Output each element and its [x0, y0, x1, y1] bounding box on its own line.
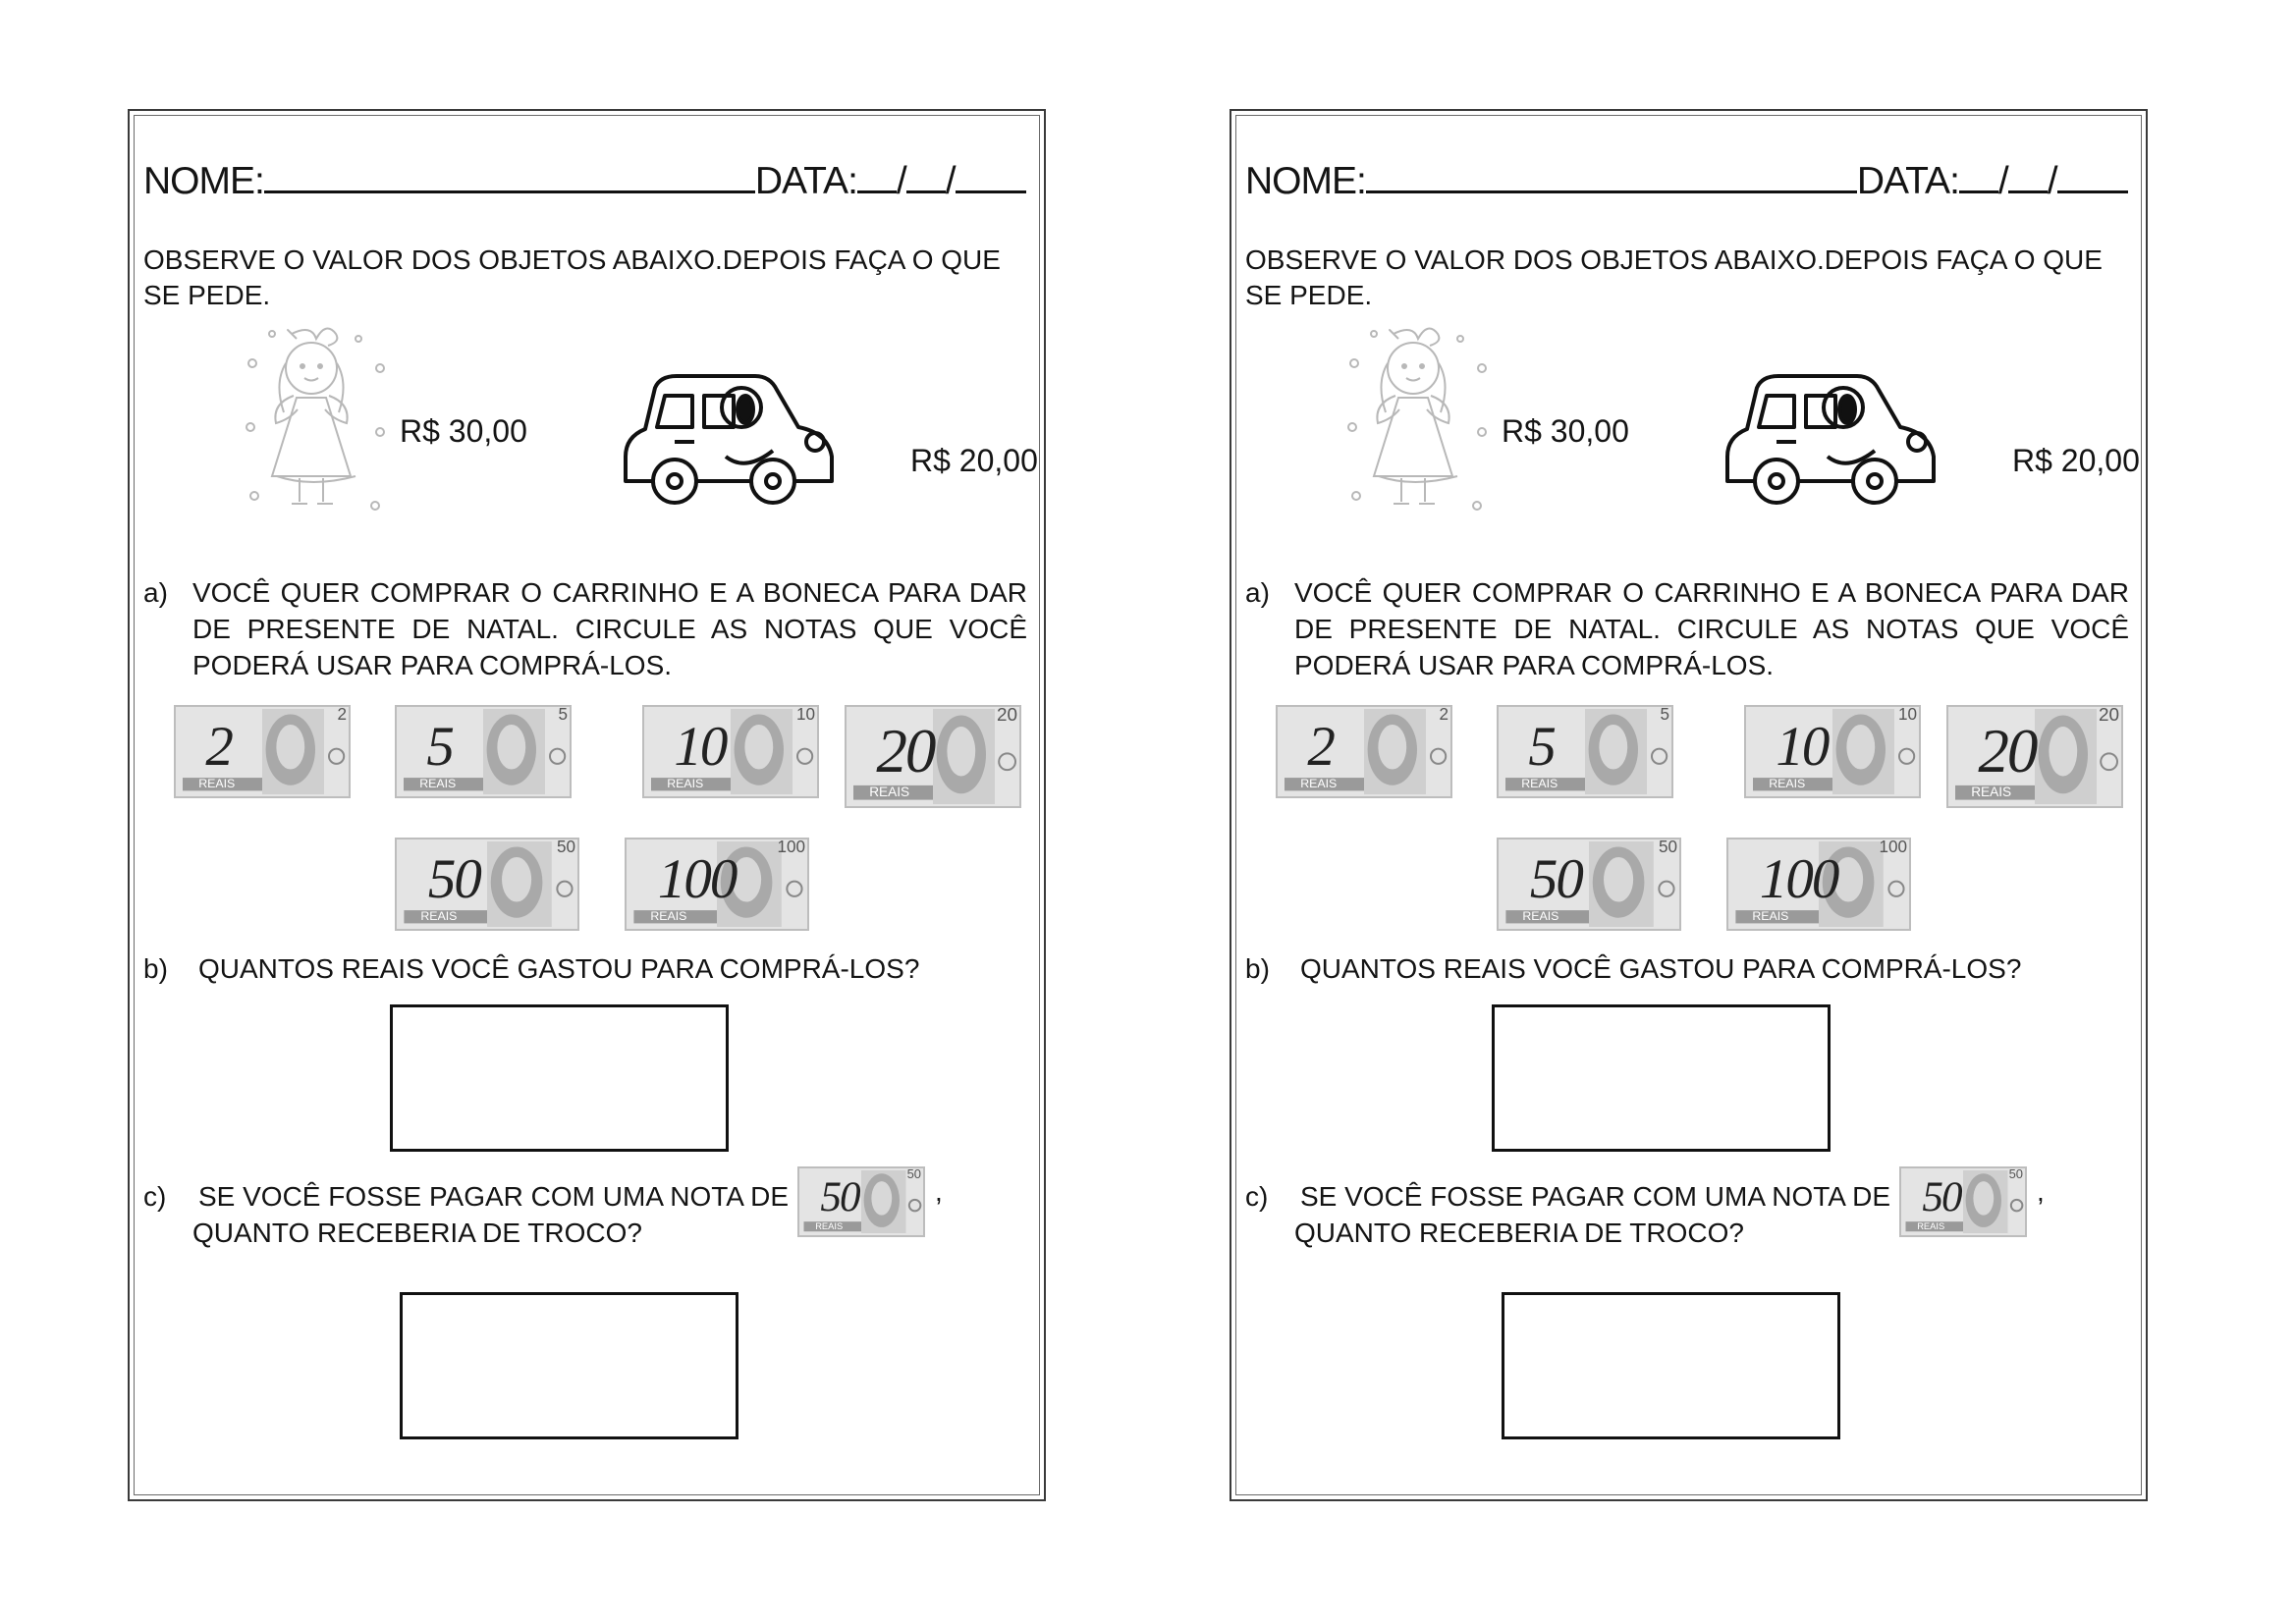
banknote-label: REAIS: [1769, 777, 1806, 791]
banknote-label: REAIS: [667, 777, 704, 791]
banknote-label: REAIS: [420, 909, 458, 924]
question-a-marker: a): [1245, 577, 1270, 608]
banknote-50-reais[interactable]: [395, 838, 579, 936]
banknote-value: 10: [674, 715, 727, 778]
banknote-5-reais[interactable]: [395, 705, 572, 803]
date-separator: /: [896, 160, 906, 202]
question-b-marker: b): [1245, 953, 1270, 984]
doll-price: R$ 30,00: [400, 413, 527, 449]
question-a-line: DE PRESENTE DE NATAL. CIRCULE AS NOTAS QUE VOCÊ: [1294, 614, 2129, 644]
banknote-corner-value: 50: [556, 838, 575, 856]
banknote-label: REAIS: [419, 777, 457, 791]
banknote-corner-value: 10: [1897, 705, 1917, 724]
name-date-line: [143, 160, 1026, 203]
date-separator: /: [1997, 160, 2008, 202]
banknote-value: 5: [426, 715, 453, 778]
name-date-line: [1245, 160, 2128, 203]
answer-box-b[interactable]: [1492, 1004, 1831, 1152]
date-month-field[interactable]: [2008, 161, 2048, 193]
banknote-50-reais-small: [797, 1166, 925, 1242]
doll-illustration: [243, 319, 390, 525]
banknote-label: REAIS: [869, 784, 910, 799]
banknote-value: 2: [1307, 715, 1334, 778]
banknote-value: 100: [1759, 847, 1838, 910]
banknote-corner-value: 5: [558, 705, 568, 724]
date-year-field[interactable]: [956, 161, 1026, 193]
banknote-label: REAIS: [1971, 784, 2012, 799]
question-a-marker: a): [143, 577, 168, 608]
question-a-line: PODERÁ USAR PARA COMPRÁ-LOS.: [1294, 650, 1775, 680]
car-price: R$ 20,00: [910, 443, 1038, 478]
banknote-100-reais[interactable]: [1726, 838, 1911, 936]
banknote-corner-value: 50: [1658, 838, 1677, 856]
question-c-line-1: SE VOCÊ FOSSE PAGAR COM UMA NOTA DE: [198, 1181, 790, 1212]
name-field[interactable]: [264, 161, 755, 193]
question-c-line-2: QUANTO RECEBERIA DE TROCO?: [192, 1218, 642, 1248]
answer-box-c[interactable]: [400, 1292, 738, 1439]
banknote-20-reais[interactable]: [845, 705, 1021, 813]
banknote-value: 50: [1529, 847, 1582, 910]
date-separator: /: [945, 160, 956, 202]
banknote-50-reais-small: [1899, 1166, 2027, 1242]
banknote-corner-value: 2: [1439, 705, 1449, 724]
car-price: R$ 20,00: [2012, 443, 2140, 478]
question-a-text: [1294, 574, 2129, 683]
banknote-value: 100: [657, 847, 737, 910]
question-b-text: QUANTOS REAIS VOCÊ GASTOU PARA COMPRÁ-LOS?: [198, 953, 920, 984]
doll-illustration: [1344, 319, 1492, 525]
banknote-corner-value: 20: [2098, 705, 2119, 726]
name-field[interactable]: [1366, 161, 1857, 193]
banknote-corner-value: 50: [906, 1166, 921, 1181]
banknote-corner-value: 2: [337, 705, 347, 724]
answer-box-c[interactable]: [1502, 1292, 1840, 1439]
banknote-label: REAIS: [1300, 777, 1338, 791]
question-c-line-2: QUANTO RECEBERIA DE TROCO?: [1294, 1218, 1744, 1248]
banknote-corner-value: 50: [2008, 1166, 2023, 1181]
question-c-marker: c): [1245, 1181, 1269, 1212]
banknote-value: 5: [1528, 715, 1555, 778]
name-label: NOME:: [143, 160, 264, 202]
car-illustration: [1718, 368, 1943, 515]
banknote-label: REAIS: [1521, 777, 1558, 791]
banknote-label: REAIS: [1522, 909, 1559, 924]
instruction-text: OBSERVE O VALOR DOS OBJETOS ABAIXO.DEPOIS FAÇA O QUE SE PEDE.: [1245, 244, 2103, 310]
question-a-line: PODERÁ USAR PARA COMPRÁ-LOS.: [192, 650, 673, 680]
banknote-value: 20: [876, 716, 935, 785]
question-a-text: [192, 574, 1027, 683]
banknote-10-reais[interactable]: [642, 705, 819, 803]
answer-box-b[interactable]: [390, 1004, 729, 1152]
worksheet-right: [1230, 109, 2148, 1501]
banknote-value: 50: [1922, 1174, 1961, 1221]
question-c-line-1: SE VOCÊ FOSSE PAGAR COM UMA NOTA DE: [1300, 1181, 1891, 1212]
banknote-value: 50: [427, 847, 480, 910]
banknote-100-reais[interactable]: [625, 838, 809, 936]
banknote-corner-value: 10: [795, 705, 815, 724]
banknote-corner-value: 5: [1660, 705, 1669, 724]
date-day-field[interactable]: [857, 161, 897, 193]
banknote-corner-value: 20: [996, 705, 1017, 726]
banknote-label: REAIS: [1752, 909, 1789, 924]
banknote-2-reais[interactable]: [174, 705, 351, 803]
doll-price: R$ 30,00: [1502, 413, 1629, 449]
question-b-marker: b): [143, 953, 168, 984]
date-year-field[interactable]: [2057, 161, 2128, 193]
worksheet-left: [128, 109, 1046, 1501]
banknote-label: REAIS: [650, 909, 687, 924]
banknote-50-reais[interactable]: [1497, 838, 1681, 936]
banknote-10-reais[interactable]: [1744, 705, 1921, 803]
question-c-punct: ,: [2037, 1176, 2045, 1207]
banknote-value: 10: [1776, 715, 1829, 778]
question-a-line: DE PRESENTE DE NATAL. CIRCULE AS NOTAS QUE VOCÊ: [192, 614, 1027, 644]
banknote-label: REAIS: [198, 777, 236, 791]
banknote-value: 20: [1978, 716, 2037, 785]
banknote-5-reais[interactable]: [1497, 705, 1673, 803]
banknote-2-reais[interactable]: [1276, 705, 1452, 803]
date-separator: /: [2047, 160, 2057, 202]
question-a-line: VOCÊ QUER COMPRAR O CARRINHO E A BONECA PARA DAR: [192, 577, 1027, 608]
question-a-line: VOCÊ QUER COMPRAR O CARRINHO E A BONECA PARA DAR: [1294, 577, 2129, 608]
date-day-field[interactable]: [1959, 161, 1998, 193]
banknote-value: 2: [205, 715, 232, 778]
name-label: NOME:: [1245, 160, 1366, 202]
date-label: DATA:: [754, 160, 857, 202]
question-c-punct: ,: [935, 1176, 943, 1207]
instruction-text: OBSERVE O VALOR DOS OBJETOS ABAIXO.DEPOIS FAÇA O QUE SE PEDE.: [143, 244, 1001, 310]
date-month-field[interactable]: [906, 161, 946, 193]
question-c-marker: c): [143, 1181, 167, 1212]
banknote-value: 50: [820, 1174, 859, 1221]
banknote-label: REAIS: [815, 1221, 844, 1232]
banknote-corner-value: 100: [777, 838, 805, 856]
car-illustration: [616, 368, 842, 515]
banknote-label: REAIS: [1917, 1221, 1945, 1232]
date-label: DATA:: [1856, 160, 1959, 202]
banknote-corner-value: 100: [1879, 838, 1907, 856]
question-b-text: QUANTOS REAIS VOCÊ GASTOU PARA COMPRÁ-LOS?: [1300, 953, 2022, 984]
banknote-20-reais[interactable]: [1946, 705, 2123, 813]
